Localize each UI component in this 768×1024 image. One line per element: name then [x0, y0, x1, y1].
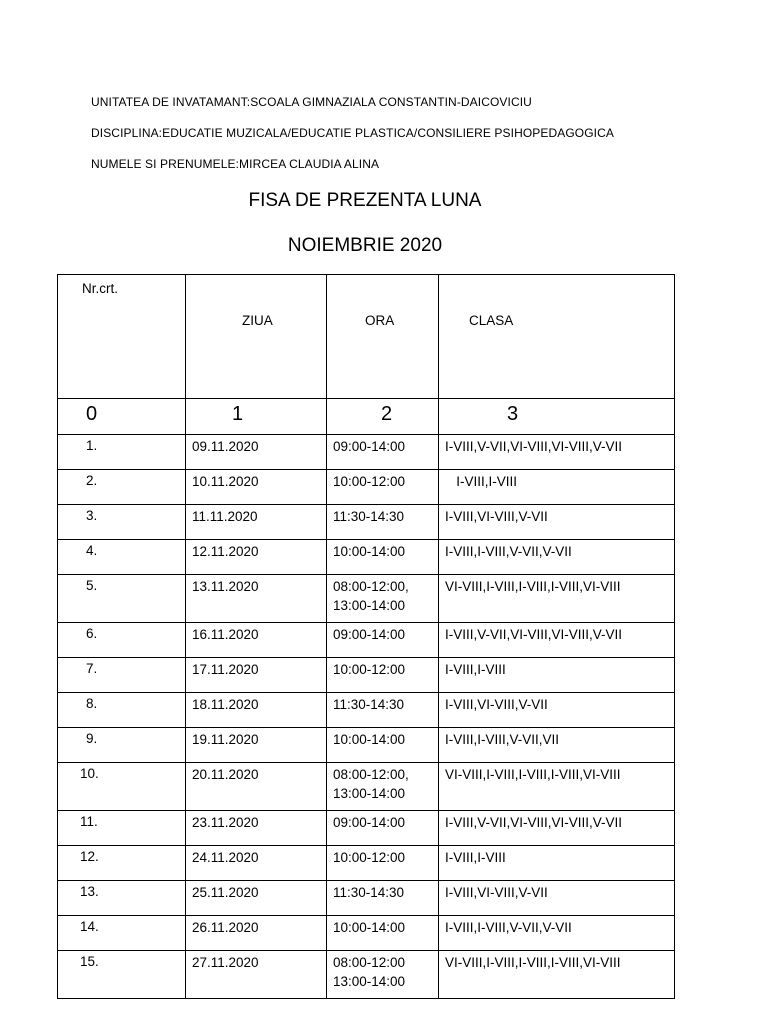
row-hours — [327, 540, 439, 575]
table-row — [58, 658, 675, 693]
discipline-line: DISCIPLINA:EDUCATIE MUZICALA/EDUCATIE PLASTICA/CONSILIERE PSIHOPEDAGOGICA — [91, 126, 614, 140]
hours-interval: 09:00-14:00 — [333, 439, 406, 454]
row-date: 23.11.2020 — [186, 811, 327, 846]
row-date: 13.11.2020 — [186, 575, 327, 623]
row-hours — [327, 951, 439, 999]
row-number: 12. — [58, 846, 186, 881]
row-date: 16.11.2020 — [186, 623, 327, 658]
row-number: 7. — [58, 658, 186, 693]
row-number: 11. — [58, 811, 186, 846]
hours-interval: 09:00-14:00 — [333, 627, 406, 642]
table-row — [58, 728, 675, 763]
row-classes: I-VIII,I-VIII — [439, 658, 675, 693]
row-classes: I-VIII,I-VIII — [439, 846, 675, 881]
row-number: 9. — [58, 728, 186, 763]
teacher-name-line: NUMELE SI PRENUMELE:MIRCEA CLAUDIA ALINA — [91, 157, 380, 171]
hours-interval: 13:00-14:00 — [333, 974, 406, 989]
row-hours — [327, 658, 439, 693]
row-classes: I-VIII,V-VII,VI-VIII,VI-VIII,V-VII — [439, 435, 675, 470]
header-clasa: CLASA — [439, 275, 675, 399]
row-classes: I-VIII,V-VII,VI-VIII,VI-VIII,V-VII — [439, 811, 675, 846]
row-hours — [327, 916, 439, 951]
row-hours — [327, 763, 439, 811]
row-hours — [327, 693, 439, 728]
row-number: 3. — [58, 505, 186, 540]
row-date: 24.11.2020 — [186, 846, 327, 881]
row-date: 10.11.2020 — [186, 470, 327, 505]
hours-interval: 10:00-14:00 — [333, 920, 406, 935]
hours-interval: 10:00-12:00 — [333, 474, 406, 489]
hours-interval: 10:00-12:00 — [333, 850, 406, 865]
row-hours — [327, 575, 439, 623]
table-row — [58, 693, 675, 728]
row-number: 13. — [58, 881, 186, 916]
table-row — [58, 951, 675, 999]
row-number: 4. — [58, 540, 186, 575]
document-month: NOIEMBRIE 2020 — [287, 235, 443, 256]
school-line: UNITATEA DE INVATAMANT:SCOALA GIMNAZIALA CONSTANTIN-DAICOVICIU — [91, 95, 532, 109]
row-classes: VI-VIII,I-VIII,I-VIII,I-VIII,VI-VIII — [439, 575, 675, 623]
row-date: 09.11.2020 — [186, 435, 327, 470]
row-number: 10. — [58, 763, 186, 811]
header-ora: ORA — [327, 275, 439, 399]
row-classes: VI-VIII,I-VIII,I-VIII,I-VIII,VI-VIII — [439, 763, 675, 811]
header-ziua: ZIUA — [186, 275, 327, 399]
row-hours — [327, 881, 439, 916]
row-number: 8. — [58, 693, 186, 728]
row-hours — [327, 728, 439, 763]
hours-interval: 09:00-14:00 — [333, 815, 406, 830]
hours-interval: 11:30-14:30 — [333, 697, 405, 712]
row-hours — [327, 811, 439, 846]
table-row — [58, 505, 675, 540]
index-1: 1 — [186, 399, 327, 435]
hours-interval: 13:00-14:00 — [333, 786, 406, 801]
row-number: 6. — [58, 623, 186, 658]
table-row — [58, 435, 675, 470]
row-classes: I-VIII,I-VIII,V-VII,V-VII — [439, 540, 675, 575]
row-classes: I-VIII,V-VII,VI-VIII,VI-VIII,V-VII — [439, 623, 675, 658]
header-nr-crt: Nr.crt. — [58, 275, 186, 399]
row-date: 20.11.2020 — [186, 763, 327, 811]
row-classes: I-VIII,I-VIII,V-VII,V-VII — [439, 916, 675, 951]
table-row — [58, 763, 675, 811]
row-number: 14. — [58, 916, 186, 951]
table-row — [58, 623, 675, 658]
table-row — [58, 881, 675, 916]
row-classes: I-VIII,VI-VIII,V-VII — [439, 881, 675, 916]
row-date: 25.11.2020 — [186, 881, 327, 916]
row-date: 11.11.2020 — [186, 505, 327, 540]
column-index-row — [58, 399, 675, 435]
row-number: 15. — [58, 951, 186, 999]
row-date: 12.11.2020 — [186, 540, 327, 575]
row-date: 17.11.2020 — [186, 658, 327, 693]
row-number: 5. — [58, 575, 186, 623]
row-classes: I-VIII,I-VIII — [439, 470, 675, 505]
hours-interval: 08:00-12:00 — [333, 955, 406, 970]
row-date: 26.11.2020 — [186, 916, 327, 951]
row-number: 2. — [58, 470, 186, 505]
index-0: 0 — [58, 399, 186, 435]
row-date: 18.11.2020 — [186, 693, 327, 728]
hours-interval: 11:30-14:30 — [333, 509, 405, 524]
table-row — [58, 540, 675, 575]
row-classes: I-VIII,VI-VIII,V-VII — [439, 505, 675, 540]
row-hours — [327, 846, 439, 881]
hours-interval: 10:00-14:00 — [333, 732, 406, 747]
table-row — [58, 916, 675, 951]
row-hours — [327, 470, 439, 505]
hours-interval: 10:00-12:00 — [333, 662, 406, 677]
hours-interval: 13:00-14:00 — [333, 598, 406, 613]
hours-interval: 10:00-14:00 — [333, 544, 406, 559]
index-3: 3 — [439, 399, 675, 435]
hours-interval: 08:00-12:00, — [333, 579, 409, 594]
attendance-table — [57, 274, 675, 999]
row-hours — [327, 435, 439, 470]
index-2: 2 — [327, 399, 439, 435]
row-hours — [327, 505, 439, 540]
table-row — [58, 846, 675, 881]
row-hours — [327, 623, 439, 658]
row-date: 19.11.2020 — [186, 728, 327, 763]
hours-interval: 11:30-14:30 — [333, 885, 405, 900]
document-title: FISA DE PREZENTA LUNA — [248, 190, 482, 211]
row-number: 1. — [58, 435, 186, 470]
table-row — [58, 811, 675, 846]
row-classes: VI-VIII,I-VIII,I-VIII,I-VIII,VI-VIII — [439, 951, 675, 999]
table-row — [58, 470, 675, 505]
row-date: 27.11.2020 — [186, 951, 327, 999]
hours-interval: 08:00-12:00, — [333, 767, 409, 782]
row-classes: I-VIII,I-VIII,V-VII,VII — [439, 728, 675, 763]
row-classes: I-VIII,VI-VIII,V-VII — [439, 693, 675, 728]
table-row — [58, 575, 675, 623]
table-header-row — [58, 275, 675, 399]
